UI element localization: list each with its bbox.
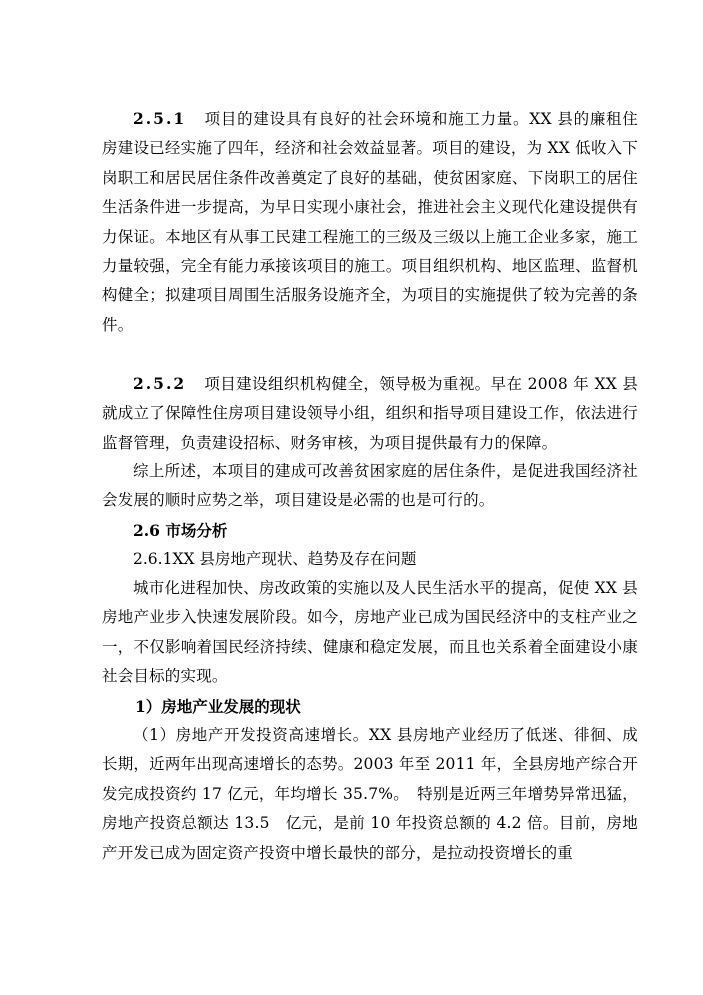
paragraph-2-5-1 [102, 104, 638, 340]
section-number: 2.5.2 [133, 374, 187, 393]
section-number: 2.5.1 [133, 109, 187, 128]
paragraph-urbanization: 城市化进程加快、房改政策的实施以及人民生活水平的提高，促使 XX 县房地产业步入快速发展阶段。如今，房地产业已成为国民经济中的支柱产业之一，不仅影响着国民经济持续、健康和稳定发展，而且也关系着全面建设小康社会目标的实现。 [102, 579, 638, 686]
paragraph-text: 项目建设组织机构健全，领导极为重视。早在 2008 年 XX 县就成立了保障性住房项目建设领导小组，组织和指导项目建设工作，依法进行监督管理，负责建设招标、财务审核，为项目提供最有力的保障。 [102, 375, 638, 452]
heading-2-6-1: 2.6.1XX 县房地产现状、趋势及存在问题 [133, 550, 417, 568]
paragraph-investment: （1）房地产开发投资高速增长。XX 县房地产业经历了低迷、徘徊、成长期，近两年出现高速增长的态势。2003 年至 2011 年，全县房地产综合开发完成投资约 17 亿元，年均增长 35.7%。 特别是近两三年增势异常迅猛，房地产投资总额达 13.5 亿元，是前 10 年投资总额的 4.2 倍。目前，房地产开发已成为固定资产投资中增长最快的部分，是拉动投资增长的重 [102, 726, 638, 862]
paragraph-summary: 综上所述，本项目的建成可改善贫困家庭的居住条件，是促进我国经济社会发展的顺时应势之举，项目建设是必需的也是可行的。 [102, 462, 638, 510]
paragraph-2-5-2 [102, 369, 638, 458]
paragraph-text: 项目的建设具有良好的社会环境和施工力量。XX 县的廉租住房建设已经实施了四年，经济和社会效益显著。项目的建设，为 XX 低收入下岗职工和居民居住条件改善奠定了良好的基础，使贫困家庭、下岗职工的居住生活条件进一步提高，为早日实现小康社会，推进社会主义现代化建设提供有力保证。本地区有从事工民建工程施工的三级及三级以上施工企业多家，施工力量较强，完全有能力承接该项目的施工。项目组织机构、地区监理、监督机构健全；拟建项目周围生活服务设施齐全，为项目的实施提供了较为完善的条件。 [102, 110, 638, 334]
heading-2-6: 2.6 市场分析 [133, 521, 228, 540]
heading-current-status: 1）房地产业发展的现状 [135, 697, 301, 716]
